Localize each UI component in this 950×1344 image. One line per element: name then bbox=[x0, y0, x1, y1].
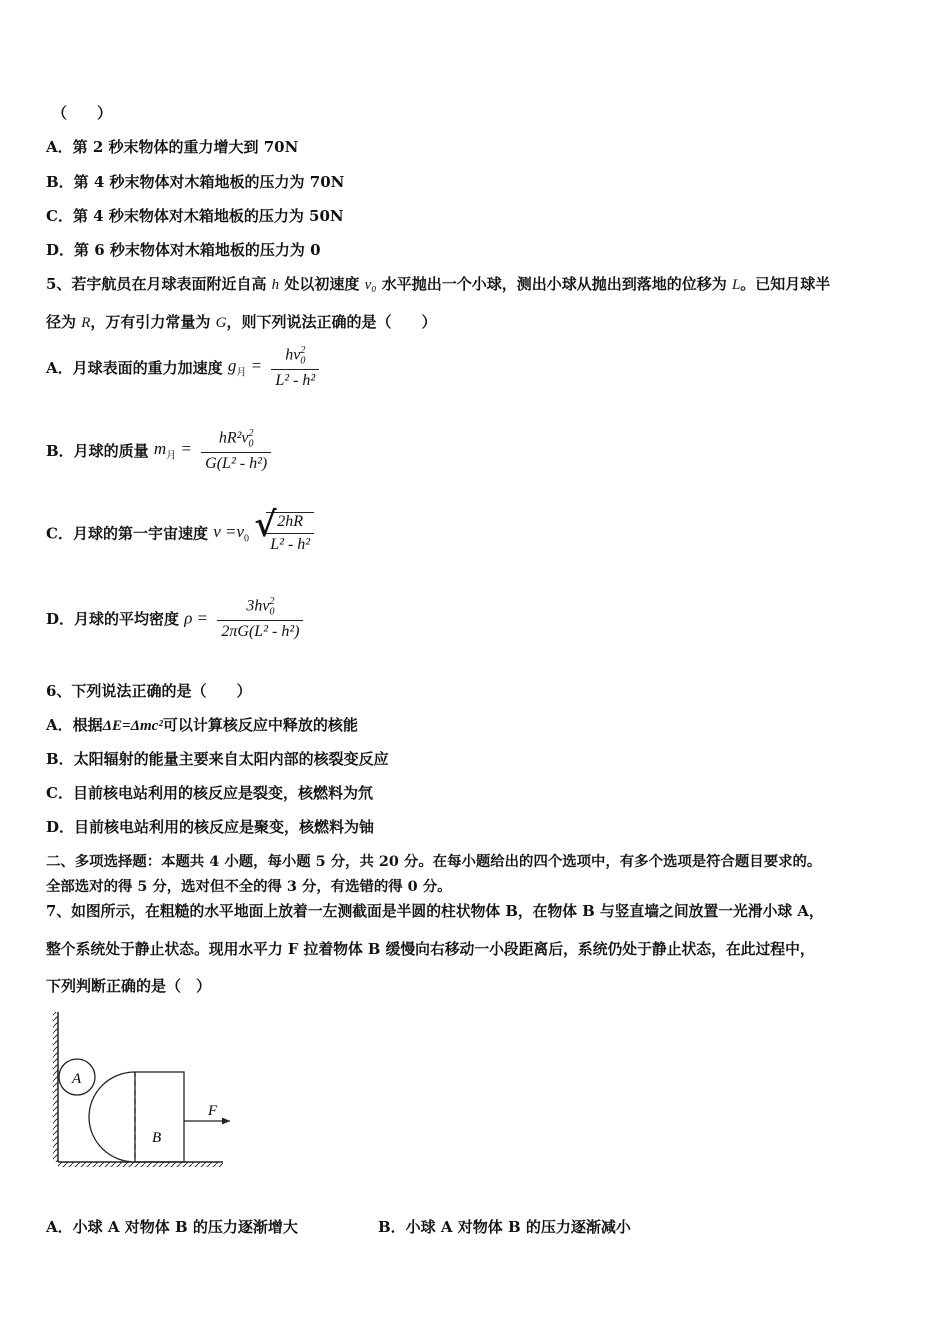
q7-option-a: A．小球 A 对物体 B 的压力逐渐增大 bbox=[46, 1218, 298, 1236]
q7-stem-line3: 下列判断正确的是（ ） bbox=[46, 977, 212, 995]
q5-option-d-label: D．月球的平均密度 bbox=[46, 609, 180, 628]
q5-option-a-label: A．月球表面的重力加速度 bbox=[46, 358, 223, 377]
q7-stem-line1: 7、如图所示，在粗糙的水平地面上放着一左测截面是半圆的柱状物体 B，在物体 B 与竖直墙之间放置一光滑小球 A， bbox=[46, 903, 824, 920]
section2-heading-line2: 全部选对的得 5 分，选对但不全的得 3 分，有选错的得 0 分。 bbox=[46, 878, 452, 895]
sqrt-icon: √ bbox=[254, 505, 277, 545]
q4-option-d: D．第 6 秒末物体对木箱地板的压力为 0 bbox=[46, 241, 321, 259]
q5-option-a-fraction: $\frac{hv_0^2}{\text{L² - h²}}$ bbox=[271, 345, 319, 390]
q5-option-b-fraction: $\frac{hR^2v_0^2}{\text{G(L² - h²)}}$ bbox=[201, 428, 271, 473]
q5-option-c-sqrt: √ $\frac{2hR}{\text{L² - h²}}$ bbox=[254, 512, 314, 554]
paren-line: （ ） bbox=[52, 104, 113, 122]
q7-figure bbox=[48, 1008, 248, 1172]
q5-option-c bbox=[46, 505, 314, 554]
section2-heading-line1: 二、多项选择题：本题共 4 小题，每小题 5 分，共 20 分。在每小题给出的四个选项中，有多个选项是符合题目要求的。 bbox=[46, 853, 822, 870]
ball-a-label: A bbox=[72, 1071, 82, 1087]
q5-stem-line2 bbox=[46, 311, 437, 332]
q6-stem: 6、下列说法正确的是（ ） bbox=[46, 682, 252, 700]
q7-option-b: B．小球 A 对物体 B 的压力逐渐减小 bbox=[378, 1218, 631, 1236]
q6-formula: ΔE=Δmc² bbox=[102, 718, 163, 734]
q5-option-b-label: B．月球的质量 bbox=[46, 441, 149, 460]
q5-option-c-label: C．月球的第一宇宙速度 bbox=[46, 524, 208, 543]
q6-option-c: C．目前核电站利用的核反应是裂变，核燃料为氘 bbox=[46, 784, 373, 802]
q5-stem-text: ，万有引力常量为 bbox=[90, 313, 216, 331]
q6-option-a-label: A．根据 bbox=[46, 716, 103, 734]
q5-option-c-lhs: $v =v_0$ bbox=[213, 521, 250, 545]
q4-option-c: C．第 4 秒末物体对木箱地板的压力为 50N bbox=[46, 207, 344, 225]
q5-option-d bbox=[46, 596, 303, 641]
q5-stem-line1 bbox=[46, 273, 830, 294]
q5-var-r: R bbox=[81, 315, 91, 331]
semicylinder-b bbox=[89, 1072, 135, 1162]
q6-option-b: B．太阳辐射的能量主要来自太阳内部的核裂变反应 bbox=[46, 750, 389, 768]
q4-option-b: B．第 4 秒末物体对木箱地板的压力为 70N bbox=[46, 173, 345, 191]
q5-var-l: L bbox=[731, 277, 741, 293]
q7-stem-line2: 整个系统处于静止状态。现用水平力 F 拉着物体 B 缓慢向右移动一小段距离后，系统仍处于静止状态，在此过程中， bbox=[46, 941, 815, 958]
q5-var-h: h bbox=[271, 277, 280, 293]
q5-stem-text: 水平抛出一个小球，测出小球从抛出到落地的位移为 bbox=[376, 275, 732, 293]
force-f-label: F bbox=[208, 1103, 218, 1119]
q5-stem-text: 。已知月球半 bbox=[740, 275, 831, 293]
q4-option-a: A．第 2 秒末物体的重力增大到 70N bbox=[46, 138, 299, 156]
q5-option-a-lhs: $g_月$ = bbox=[227, 356, 263, 379]
q5-var-g: G bbox=[215, 315, 227, 331]
q6-option-a bbox=[46, 714, 358, 735]
q7-diagram bbox=[48, 1008, 248, 1168]
q5-option-b-lhs: $m_月$ = bbox=[153, 439, 192, 462]
q5-option-d-fraction: $\frac{3hv_0^2}{\text{2πG(L² - h²)}}$ bbox=[217, 596, 303, 641]
q5-option-b bbox=[46, 428, 271, 473]
q6-option-a-text: 可以计算核反应中释放的核能 bbox=[162, 716, 358, 734]
q5-option-a bbox=[46, 345, 319, 390]
q5-var-v0: v₀ bbox=[364, 277, 377, 293]
q5-stem-text: 处以初速度 bbox=[279, 275, 365, 293]
block-b bbox=[135, 1072, 184, 1162]
block-b-label: B bbox=[152, 1130, 162, 1146]
q5-stem-text: 5、若宇航员在月球表面附近自高 bbox=[46, 275, 272, 293]
q5-stem-text: 径为 bbox=[46, 313, 82, 331]
q5-option-d-lhs: ρ = bbox=[184, 608, 209, 628]
q5-stem-text: ，则下列说法正确的是（ ） bbox=[226, 313, 437, 331]
arrowhead-icon bbox=[222, 1118, 230, 1125]
q6-option-d: D．目前核电站利用的核反应是聚变，核燃料为铀 bbox=[46, 818, 375, 836]
